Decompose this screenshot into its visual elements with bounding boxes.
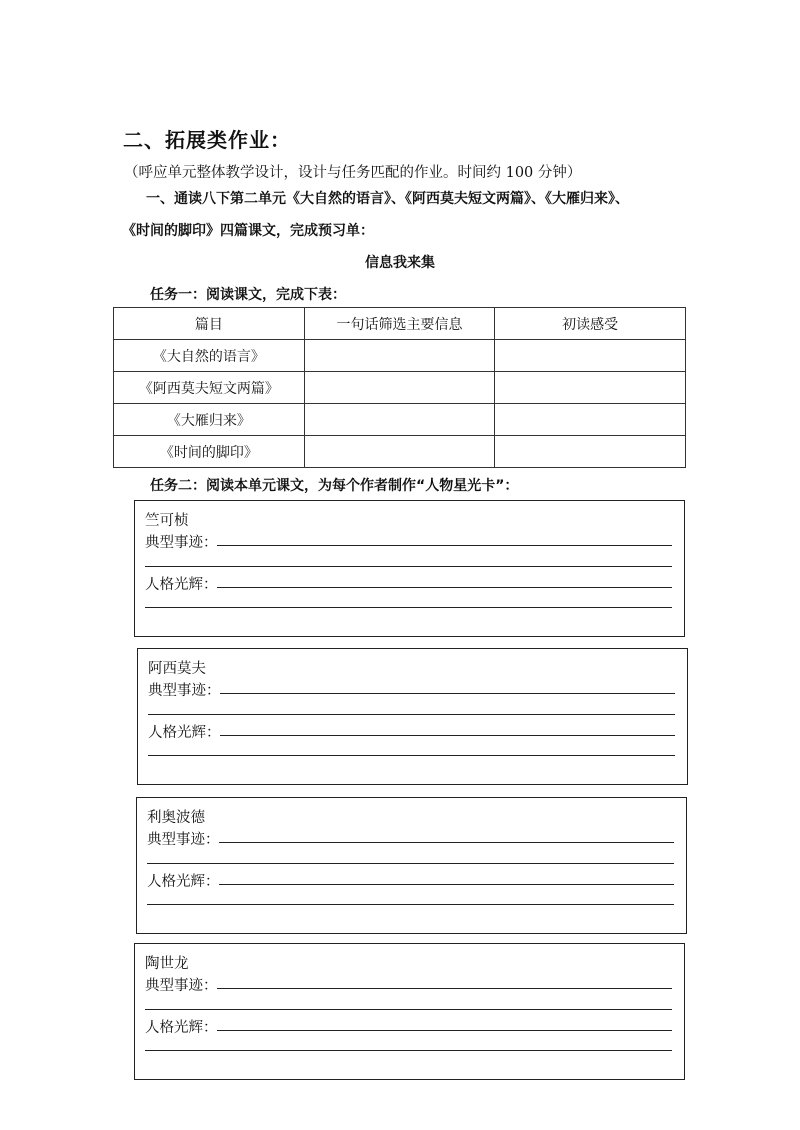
deeds-label: 典型事迹： [145, 978, 218, 994]
character-label: 人格光辉： [145, 1020, 218, 1036]
star-card-zhu-kezhen [134, 500, 685, 637]
impression-answer-cell[interactable] [495, 404, 686, 436]
character-answer-line[interactable] [147, 904, 674, 905]
header-cell-title: 篇目 [114, 308, 305, 340]
character-label: 人格光辉： [147, 874, 220, 890]
text-title-cell: 《时间的脚印》 [114, 436, 305, 468]
deeds-label: 典型事迹： [148, 683, 221, 699]
main-info-answer-cell[interactable] [304, 340, 495, 372]
task-two-heading: 任务二：阅读本单元课文，为每个作者制作“人物星光卡”： [150, 478, 519, 494]
deeds-answer-line[interactable] [147, 863, 674, 864]
table-row [114, 372, 686, 404]
deeds-answer-line[interactable] [145, 566, 672, 567]
main-info-answer-cell[interactable] [304, 436, 495, 468]
deeds-answer-line[interactable] [219, 842, 674, 843]
text-title-cell: 《大自然的语言》 [114, 340, 305, 372]
main-info-answer-cell[interactable] [304, 404, 495, 436]
star-card-asimov [137, 648, 688, 785]
impression-answer-cell[interactable] [495, 436, 686, 468]
star-card-leopold [136, 797, 687, 934]
instruction-line-1: 一、通读八下第二单元《大自然的语言》、《阿西莫夫短文两篇》、《大雁归来》、 [146, 191, 629, 207]
table-row [114, 404, 686, 436]
character-answer-line[interactable] [217, 1030, 672, 1031]
text-title-cell: 《大雁归来》 [114, 404, 305, 436]
author-name: 利奥波德 [147, 810, 205, 826]
author-name: 竺可桢 [145, 513, 189, 529]
deeds-answer-line[interactable] [148, 714, 675, 715]
character-answer-line[interactable] [145, 1050, 672, 1051]
table-row [114, 436, 686, 468]
character-answer-line[interactable] [145, 607, 672, 608]
character-answer-line[interactable] [217, 587, 672, 588]
text-title-cell: 《阿西莫夫短文两篇》 [114, 372, 305, 404]
deeds-label: 典型事迹： [145, 535, 218, 551]
instruction-line-2: 《时间的脚印》四篇课文，完成预习单： [122, 223, 374, 239]
character-answer-line[interactable] [219, 884, 674, 885]
deeds-answer-line[interactable] [217, 545, 672, 546]
main-info-answer-cell[interactable] [304, 372, 495, 404]
character-answer-line[interactable] [148, 755, 675, 756]
impression-answer-cell[interactable] [495, 340, 686, 372]
deeds-label: 典型事迹： [147, 832, 220, 848]
star-card-tao-shilong [134, 943, 685, 1080]
character-label: 人格光辉： [145, 577, 218, 593]
reading-table [113, 307, 686, 468]
author-name: 阿西莫夫 [148, 661, 206, 677]
header-cell-impression: 初读感受 [495, 308, 686, 340]
table-row [114, 340, 686, 372]
sheet-title: 信息我来集 [365, 255, 435, 271]
impression-answer-cell[interactable] [495, 372, 686, 404]
deeds-answer-line[interactable] [217, 988, 672, 989]
character-answer-line[interactable] [220, 735, 675, 736]
character-label: 人格光辉： [148, 725, 221, 741]
section-title: 二、拓展类作业： [123, 128, 291, 152]
author-name: 陶世龙 [145, 956, 189, 972]
deeds-answer-line[interactable] [220, 693, 675, 694]
deeds-answer-line[interactable] [145, 1009, 672, 1010]
table-header-row [114, 308, 686, 340]
header-cell-main-info: 一句话筛选主要信息 [304, 308, 495, 340]
task-one-heading: 任务一：阅读课文，完成下表： [150, 287, 346, 303]
assignment-note: （呼应单元整体教学设计，设计与任务匹配的作业。时间约 100 分钟） [124, 165, 582, 181]
